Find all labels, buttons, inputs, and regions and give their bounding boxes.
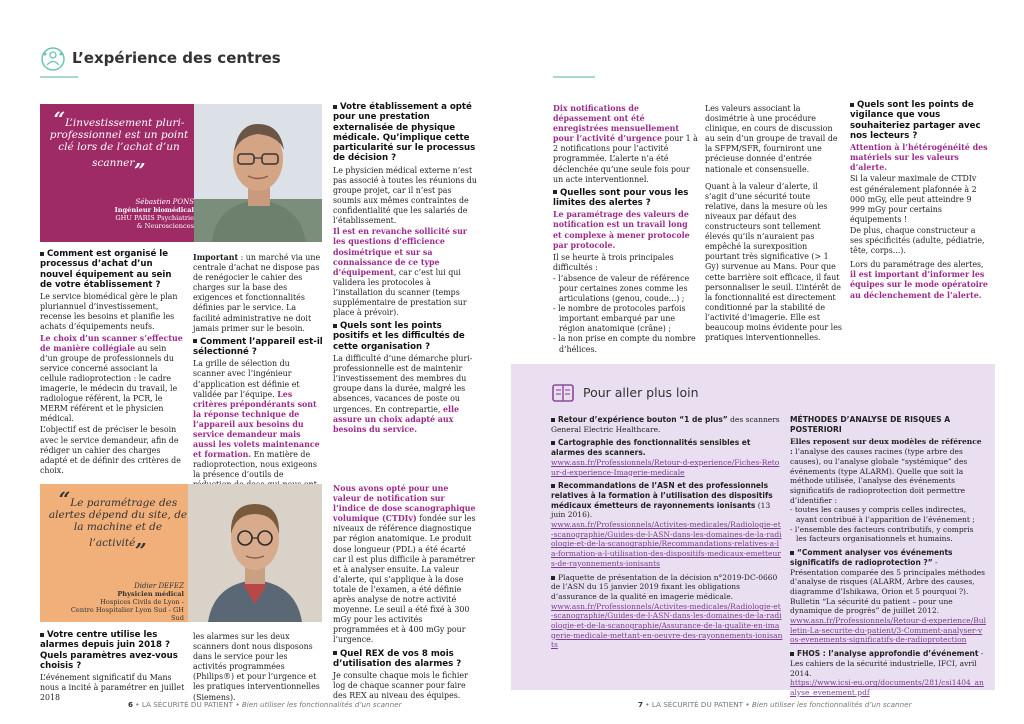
interview2-quote: “Le paramétrage des alertes dépend du site, de la machine et de l’activité„ xyxy=(48,487,188,551)
question-externalised-physics: Votre établissement a opté pour une prestation externalisée de physique médicale. Qu’implique cette particularité sur le processus de décision ? xyxy=(333,102,476,164)
footer-subtitle-left: Bien utiliser les fonctionnalités d’un scanner xyxy=(241,700,402,709)
interview1-role1: Ingénieur biomédical xyxy=(114,206,194,214)
footer-brand-right: LA SÉCURITÉ DU PATIENT xyxy=(651,700,744,709)
book-icon xyxy=(550,380,576,406)
column-1 xyxy=(40,246,185,477)
interview1-photo xyxy=(194,104,322,242)
methods-list xyxy=(790,505,986,544)
col3-p3: La difficulté d’une démarche pluri-professionnelle est de maintenir l’investissement des membres du groupe dans la durée, malgré les absences, vacances de poste ou urgences. En contrepartie, elle assure un choix adapté aux besoins du service. xyxy=(333,354,473,434)
footer-left: 6 • LA SÉCURITÉ DU PATIENT • Bien utiliser les fonctionnalités d’un scanner xyxy=(128,700,402,709)
right3-p1: Attention à l’hétérogénéité des matériels sur les valeurs d’alerte. xyxy=(850,143,988,173)
resource-link[interactable]: https://www.icsi-eu.org/documents/281/csi1404_analyse_evenement.pdf xyxy=(790,678,984,697)
interview2-photo xyxy=(188,484,322,622)
page-title: L’expérience des centres xyxy=(72,49,281,67)
resources-right-column xyxy=(790,415,986,702)
header-rule-right xyxy=(553,76,595,78)
resources-title: Pour aller plus loin xyxy=(583,385,699,400)
col1-p2: Le choix d’un scanner s’effectue de manière collégiale au sein d’un groupe de professionnels du service concerné associant la cellule radioprotection : le cadre imagerie, le médecin du travail, le radiologue référent, la PCR, le MERM référent et le physicien médical. xyxy=(40,333,183,424)
right1-p1: Dix notifications de dépassement ont été enregistrées mensuellement pour l’activité d’urgence pour 1 à 2 notifications pour l’activité programmée. L’alerte n’a été déclenchée qu’une seule fois pour un acte interventionnel. xyxy=(553,104,698,184)
right1-p2: Le paramétrage des valeurs de notification est un travail long et complexe à mener protocole par protocole. xyxy=(553,210,690,250)
resource-item: FHOS : l’analyse approfondie d’événement - Les cahiers de la sécurité industrielle, IFCI, avril 2014. https://www.icsi-eu.org/documents/281/csi1404_analyse_evenement.pdf xyxy=(790,649,984,697)
col2-p1: Important : un marché via une centrale d’achat ne dispose pas de renégocier le cahier des charges sur la base des exigences et fonctionnalités définies par le service. La facilité administrative ne doit jamais primer sur le besoin. xyxy=(193,253,321,333)
question-limits: Quelles sont pour vous les limites des alertes ? xyxy=(553,187,689,209)
question-purchase-process: Comment est organisé le processus d’achat d’un nouvel équipement au sein de votre établissement ? xyxy=(40,249,172,290)
footer-brand-left: LA SÉCURITÉ DU PATIENT xyxy=(141,700,234,709)
question-selection: Comment l’appareil est-il sélectionné ? xyxy=(193,336,323,358)
interview1-quote: “L’investissement pluri-professionnel est un point clé lors de l’achat d’un scanner„ xyxy=(49,107,189,171)
methods-heading: MÉTHODES D’ANALYSE DE RISQUES A POSTERIORI xyxy=(790,415,951,434)
list-item: - l’absence de valeur de référence pour certaines zones comme les articulations (genou, coude...) ; xyxy=(553,273,690,304)
lower-p3: Nous avons opté pour une valeur de notification sur l’indice de dose scanographique volumique (CTDIv) fondée sur les niveaux de référence diagnostique par région anatomique. Le produit dose longueur (PDL) a été écarté car il est plus difficile à paramétrer et à analyser ensuite. La valeur d’alerte, qui s’applique à la dose totale de l’examen, a été définie après analyse de notre activité moyenne. Le seuil a été fixé à 300 mGy pour les activités programmées et à 400 mGy pour l’urgence. xyxy=(333,484,476,645)
col1-p3: L’objectif est de préciser le besoin avec le service demandeur, afin de rédiger un cahier des charges adapté et de définir des critères de choix. xyxy=(40,425,181,475)
interview2-role1: Physicien médical xyxy=(117,590,184,598)
methods-intro: Elles reposent sur deux modèles de référence : l’analyse des causes racines (type arbre des causes), ou l’analyse globale “systémique” des événements (type ALARM). Quelle que soit la méthode utilisée, l’analyse des événements significatifs de radioprotection doit permettre d’identifier : xyxy=(790,437,982,505)
right3-p3: De plus, chaque constructeur a ses spécificités (adulte, pédiatrie, tête, corps...). xyxy=(850,225,985,256)
resource-item: “Comment analyser vos événements significatifs de radioprotection ?” - Présentation comparée des 5 principales méthodes d’analyse de risques (ALARM, Arbre des causes, diagramme d’Ishikawa, Orion et 5 pourquoi ?). Bulletin “La sécurité du patient – pour une dynamique de progrès” de juillet 2012. www.asn.fr/Professionnels/Retour-d-experience/Bulletin-La-securite-du-patient/3-Comment-analyser-vos-evenements-significatifs-de-radioprotection xyxy=(790,548,986,645)
list-item: - le nombre de protocoles parfois important embarqué par une région anatomique (crâne) ; xyxy=(553,304,686,334)
right1-p3: Il se heurte à trois principales difficultés : xyxy=(553,252,674,272)
page-number-left: 6 xyxy=(128,700,134,709)
resource-link[interactable]: www.asn.fr/Professionnels/Activites-medicales/Radiologie-et-scanographie/Guides-de-l-ASN-dans-les-domaines-de-la-radiologie-et-de-la-scanographie/Recommandations-relatives-a-la-formation-a-l-utilisation-des-dispositifs-medicaux-emetteurs-de-rayonnements-ionisants xyxy=(551,520,782,568)
list-item: - toutes les causes y compris celles indirectes, ayant contribué à l’apparition de l’événement ; xyxy=(790,505,975,525)
header-rule-left xyxy=(40,76,78,78)
resource-item: Plaquette de présentation de la décision n°2019-DC-0660 de l’ASN du 15 janvier 2019 fixant les obligations d’assurance de la qualité en imagerie médicale. www.asn.fr/Professionnels/Activites-medicales/Radiologie-et-scanographie/Guides-de-l-ASN-dans-les-domaines-de-la-radiologie-et-de-la-scanographie/Assurance-de-la-qualite-en-imagerie-medicale-mettant-en-oeuvre-des-rayonnements-ionisants xyxy=(551,572,783,650)
resources-left-column xyxy=(551,415,783,654)
question-alarms-params: Votre centre utilise les alarmes depuis juin 2018 ? Quels paramètres avez-vous choisis ? xyxy=(40,630,178,671)
lower-column-3 xyxy=(333,484,478,702)
interview2-role3: Centre Hospitalier Lyon Sud - GH Sud xyxy=(70,606,184,622)
list-item: - l’ensemble des facteurs contributifs, y compris les facteurs organisationnels et humains. xyxy=(790,524,974,544)
interview2-role2: Hospices Civils de Lyon - xyxy=(100,598,184,606)
interview2-name: Didier DEFEZ xyxy=(134,582,184,590)
right-column-1 xyxy=(553,104,698,355)
page-number-right: 7 xyxy=(638,700,644,709)
column-3 xyxy=(333,99,478,436)
col2-p2: La grille de sélection du scanner avec l’ingénieur d’application est définie et validée par l’équipe. Les critères prépondérants sont la réponse technique de l’appareil aux besoins du service demandeur mais aussi les volets maintenance et formation. En matière de radioprotection, nous exigeons la présence d’outils de xyxy=(193,359,320,480)
footer-subtitle-right: Bien utiliser les fonctionnalités d’un scanner xyxy=(751,700,912,709)
resource-link[interactable]: www.asn.fr/Professionnels/Activites-medicales/Radiologie-et-scanographie/Guides-de-l-ASN-dans-les-domaines-de-la-radiologie-et-de-la-scanographie/Assurance-de-la-qualite-en-imagerie-medicale-mettant-en-oeuvre-des-rayonnements-ionisants xyxy=(551,601,783,650)
lower-p4: Je consulte chaque mois le fichier log de chaque scanner pour faire des REX au niveau des équipes. xyxy=(333,671,468,701)
lower-p1: L’événement significatif du Mans nous a incité à paramétrer en juillet 2018 xyxy=(40,673,185,703)
right2-p1: Les valeurs associant la dosimétrie à une procédure clinique, en cours de discussion au sein d’un groupe de travail de la SFPM/SFR, fourniront une précieuse donnée d’entrée nationale et consensuelle. xyxy=(705,104,838,174)
interview1-name: Sébastien PONS xyxy=(135,198,194,206)
lower-column-1 xyxy=(40,627,185,704)
interview1-role2: GHU PARIS Psychiatrie xyxy=(115,214,194,222)
question-positive-points: Quels sont les points positifs et les difficultés de cette organisation ? xyxy=(333,321,465,352)
column-2 xyxy=(193,253,323,512)
list-item: - la non prise en compte du nombre d’hélices. xyxy=(553,334,696,354)
resource-link[interactable]: www.asn.fr/Professionnels/Retour-d-experience/Fiches-Retour-d-experience-Imagerie-medicale xyxy=(551,457,780,477)
resource-item: Cartographie des fonctionnalités sensibles et alarmes des scanners. www.asn.fr/Professionnels/Retour-d-experience/Fiches-Retour-d-experience-Imagerie-medicale xyxy=(551,438,780,477)
resource-link[interactable]: www.asn.fr/Professionnels/Retour-d-experience/Bulletin-La-securite-du-patient/3-Comment-analyser-vos-evenements-significatifs-de-radioprotection xyxy=(790,616,986,645)
resource-item: Retour d’expérience bouton “1 de plus” des scanners General Electric Healthcare. xyxy=(551,415,780,434)
col3-p2: Il est en revanche sollicité sur les questions d’efficience dosimétrique et sur sa connaissance de ce type d’équipement, car c’est lui qui validera les protocoles à l’installation du scanner (temps supplémentaire de prestation sur place à prévoir). xyxy=(333,227,467,318)
question-rex: Quel REX de vos 8 mois d’utilisation des alarmes ? xyxy=(333,648,462,669)
col1-p1: Le service biomédical gère le plan pluriannuel d’investissement, recense les besoins et planifie les achats d’équipements neufs. xyxy=(40,292,178,332)
right3-p2: Si la valeur maximale de CTDIv est généralement plafonnée à 2 000 mGy, elle peut atteindre 9 999 mGy pour certains équipements ! xyxy=(850,174,977,224)
right-column-2 xyxy=(705,104,842,344)
footer-right: 7 • LA SÉCURITÉ DU PATIENT • Bien utiliser les fonctionnalités d’un scanner xyxy=(638,700,912,709)
col3-p1: Le physicien médical externe n’est pas associé à toutes les réunions du groupe projet, car il n’est pas soumis aux mêmes contraintes de confidentialité que les salariés de l’établissement. xyxy=(333,165,478,226)
right2-p2: Quant à la valeur d’alerte, il s’agit d’une sécurité toute relative, dans la mesure où les niveaux par défaut des constructeurs sont tellement élevés qu’ils n’auraient pas empêché la surexposition pourtant très significative (> 1 Gy) survenue au Mans. Pour que cette barrière soit efficace, il faut personnaliser le seuil. L’intérêt de la fonctionnalité est directement conditionné par la stabilité de l’activité d’imagerie. Elle est beaucoup moins évidente pour les pratiques interventionnelles. xyxy=(705,181,842,343)
header-logo-icon xyxy=(40,46,66,72)
interview1-signature xyxy=(90,198,194,230)
interview2-signature xyxy=(60,582,184,622)
interview1-role3: & Neurosciences xyxy=(136,222,194,230)
right-column-3 xyxy=(850,100,988,302)
lower-column-2 xyxy=(193,632,323,704)
lower-p2: les alarmes sur les deux scanners dont nous disposons dans le service pour les activités programmées (Philips®) et pour l’urgence et les pratiques interventionnelles (Siemens). xyxy=(193,632,320,702)
question-vigilance: Quels sont les points de vigilance que vous souhaiteriez partager avec nos lecteurs ? xyxy=(850,100,981,141)
difficulties-list xyxy=(553,274,698,355)
right3-p4: Lors du paramétrage des alertes, il est important d’informer les équipes sur le mode opératoire au déclenchement de l’alerte. xyxy=(850,260,988,300)
resource-item: Recommandations de l’ASN et des professionnels relatives à la formation à l’utilisation des dispositifs médicaux émetteurs de rayonnements ionisants (13 juin 2016). www.asn.fr/Professionnels/Activites-medicales/Radiologie-et-scanographie/Guides-de-l-ASN-dans-les-domaines-de-la-radiologie-et-de-la-scanographie/Recommandations-relatives-a-la-formation-a-l-utilisation-des-dispositifs-medicaux-emetteurs-de-rayonnements-ionisants xyxy=(551,481,782,568)
